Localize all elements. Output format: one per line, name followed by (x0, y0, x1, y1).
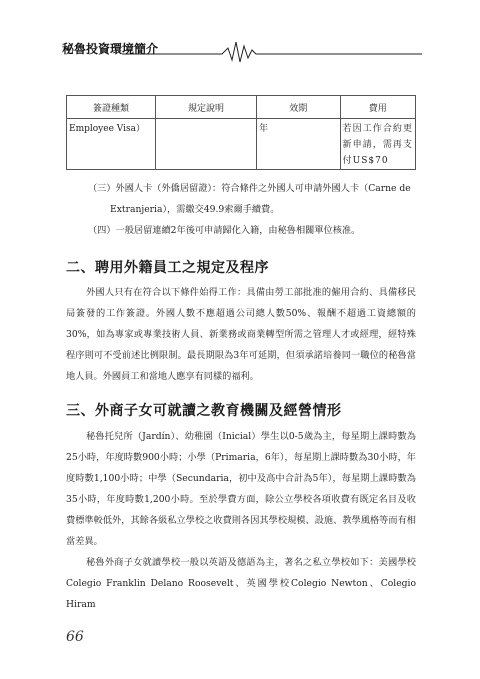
running-header (62, 36, 422, 64)
note-item-4: （四）一般居留連續2年後可申請歸化入籍，由秘魯相關單位核准。 (88, 225, 361, 236)
section-3-heading: 三、外商子女可就讀之教育機關及經營情形 (66, 403, 342, 419)
visa-table (66, 95, 416, 170)
section-2-body (66, 282, 416, 387)
cell-rule (156, 119, 257, 170)
table-row (67, 119, 416, 170)
table-header-visa-type: 簽證種類 (67, 96, 156, 119)
cell-visa-type: Employee Visa） (67, 119, 156, 170)
table-header-validity: 效期 (256, 96, 340, 119)
note-item-3-line1: （三）外國人卡（外僑居留證）：符合條件之外國人可申請外國人卡（Carne de (88, 183, 411, 194)
section-2-heading: 二、聘用外籍員工之規定及程序 (66, 260, 269, 276)
section-3-body (66, 426, 416, 615)
cell-validity: 年 (256, 119, 340, 170)
section-3-paragraph-1: 秘魯托兒所（Jardín）、幼稚園（Inicial）學生以0-5歲為主，每星期上課時數為25小時，年度時數900小時；小學（Primaria，6年），每星期上課時數為30小時，年度時數1,100小時；中學（Secundaria，初中及高中合計為5年），每星期上課時數為35小時，年度時數1,200小時。至於學費方面，除公立學校各項收費有既定名目及收費標準較低外，其餘各級私立學校之收費則各因其學校規模、設施、教學風格等而有相當差異。 (66, 431, 416, 547)
table-header-fee: 費用 (340, 96, 415, 119)
table-header-rules: 規定說明 (156, 96, 257, 119)
section-2-paragraph: 外國人只有在符合以下條件始得工作：具備由勞工部批准的僱用合約、具備移民局簽發的工作簽證。外國人數不應超過公司總人數50%、報酬不超過工資總額的30%，如為專家或專業技術人員、新業務或商業轉型所需之管理人才或經理，經特殊程序則可不受前述比例限制。最長期限為3年可延期，但須承諾培養同一職位的秘魯當地人員。外國員工和當地人應享有同樣的福利。 (66, 287, 416, 382)
table-header-row (67, 96, 416, 119)
cell-fee: 若因工作合約更新申請，需再支付US$70 (340, 119, 415, 170)
note-item-3-line2: Extranjeria），需繳交49.9索爾手續費。 (110, 204, 280, 215)
section-3-paragraph-2: 秘魯外商子女就讀學校一般以英語及德語為主，著名之私立學校如下：美國學校Colegio Franklin Delano Roosevelt、英國學校Colegio Newton、Colegio Hiram (66, 557, 416, 610)
page-number: 66 (66, 629, 84, 645)
header-title: 秘魯投資環境簡介 (62, 42, 159, 56)
